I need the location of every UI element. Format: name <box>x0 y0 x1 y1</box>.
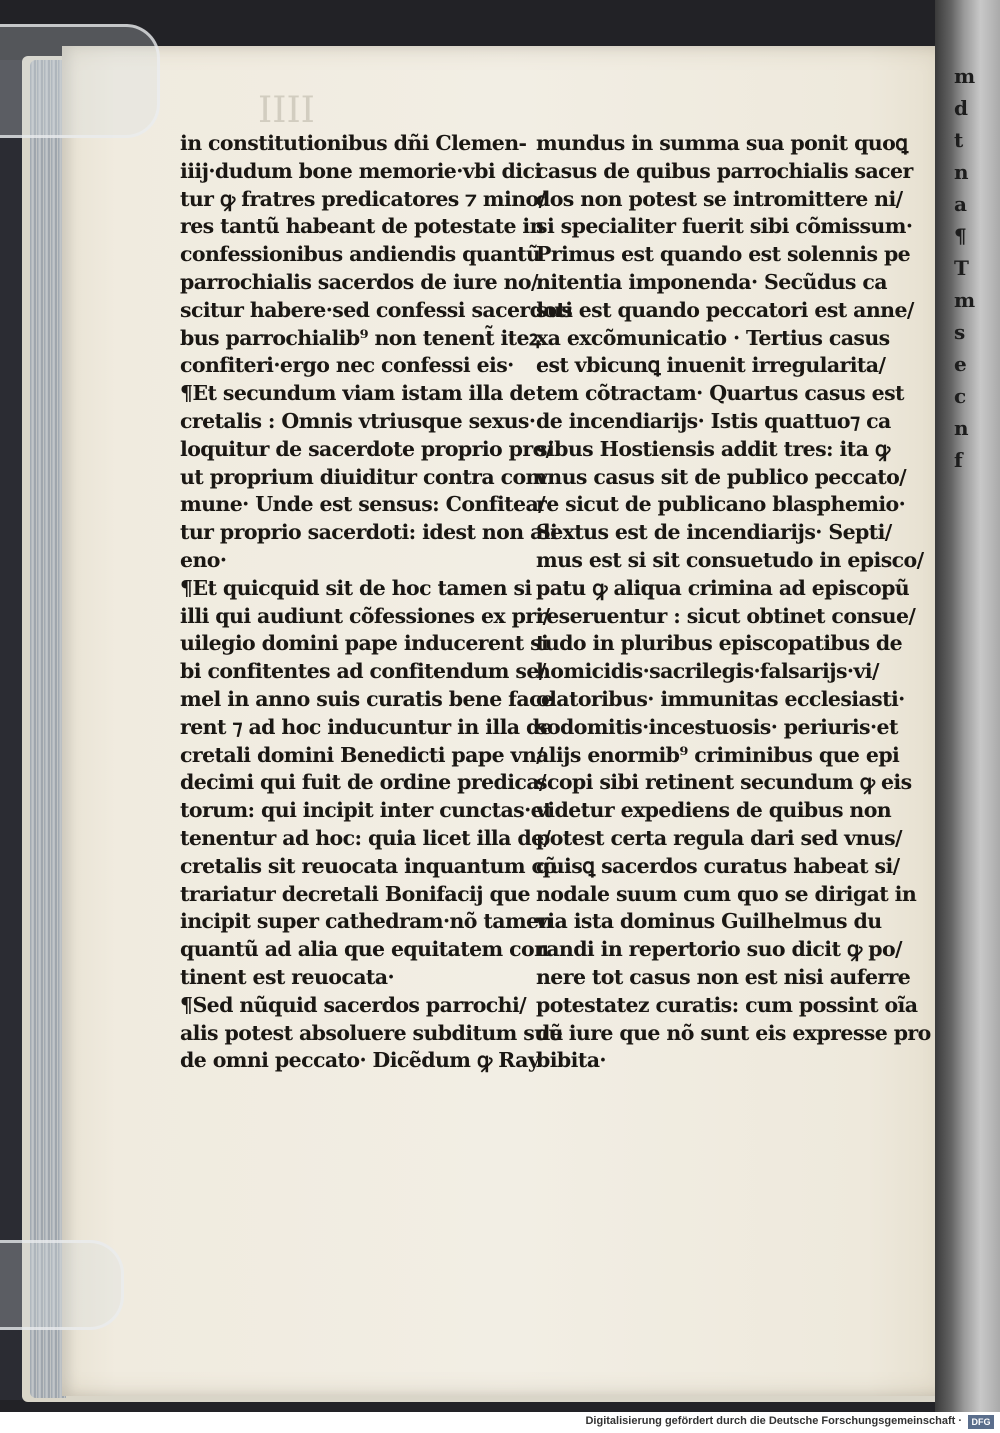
funding-notice: Digitalisierung gefördert durch die Deutsche Forschungsgemeinschaft · <box>585 1415 962 1427</box>
text-line: incipit super cathedram·nõ tamen <box>180 909 553 934</box>
text-line: tur proprio sacerdoti: idest non ali <box>180 520 558 545</box>
text-line: scopi sibi retinent secundum ꝙ eis <box>536 770 912 795</box>
text-line: randi in repertorio suo dicit ꝙ po/ <box>536 937 902 962</box>
page-clip-top <box>0 24 160 138</box>
text-line: dos non potest se intromittere ni/ <box>536 186 903 211</box>
text-line: si specialiter fuerit sibi cõmissum· <box>536 214 913 239</box>
text-line: Primus est quando est solennis pe <box>536 242 911 267</box>
facing-page-letter: e <box>954 352 967 376</box>
page-clip-bottom <box>0 1240 124 1330</box>
text-line: confessionibus andiendis quantũ <box>180 242 541 267</box>
text-column-right <box>536 130 931 1075</box>
text-line: mel in anno suis curatis bene face <box>180 686 554 711</box>
text-line: illi qui audiunt cõfessiones ex pri/ <box>180 603 550 628</box>
text-line: casus de quibus parrochialis sacer <box>536 158 913 183</box>
text-line: tenentur ad hoc: quia licet illa de/ <box>180 825 551 850</box>
text-line: cretalis : Omnis vtriusque sexus· <box>180 408 536 433</box>
text-line: ut proprium diuiditur contra com <box>180 464 547 489</box>
text-line: alis potest absoluere subditum suũ <box>180 1020 563 1045</box>
text-line: potestatez curatis: cum possint oĩa <box>536 992 918 1017</box>
text-line: homicidis·sacrilegis·falsarijs·vi/ <box>536 659 879 684</box>
facing-page-letter: t <box>954 128 964 152</box>
text-line: torum: qui incipit inter cunctas·et <box>180 798 552 823</box>
text-line: in constitutionibus dñi Clemen‑ <box>180 131 527 155</box>
text-line: bus parrochialib⁹ non tenent̃ iteꝝ <box>180 325 541 350</box>
facing-page-letter: d <box>954 96 968 120</box>
text-line: sus est quando peccatori est anne/ <box>536 297 914 322</box>
text-line: patu ꝙ aliqua crimina ad episcopũ <box>536 575 910 600</box>
text-line: tinent est reuocata· <box>180 964 394 989</box>
text-line: sibus Hostiensis addit tres: ita ꝙ <box>536 436 890 461</box>
text-line: scitur habere·sed confessi sacerdoti <box>180 297 573 322</box>
text-line: confiteri·ergo nec confessi eis· <box>180 353 514 378</box>
facing-page-letter: a <box>954 192 967 216</box>
text-line: re sicut de publicano blasphemio· <box>536 492 906 517</box>
text-line: ¶Sed nũquid sacerdos parrochi/ <box>180 992 527 1017</box>
text-line: cretali domini Benedicti pape vn/ <box>180 742 544 767</box>
page-edges <box>30 60 66 1398</box>
facing-page-letter: T <box>954 256 969 280</box>
text-line: sodomitis·incestuosis· periuris·et <box>536 714 898 739</box>
text-line: reseruentur : sicut obtinet consue/ <box>536 603 916 628</box>
text-line: iiij·dudum bone memorie·vbi dici <box>180 158 542 183</box>
text-line: quisꝗ sacerdos curatus habeat si/ <box>536 853 900 878</box>
text-line: mune· Unde est sensus: Confitea/ <box>180 492 546 517</box>
facing-page-letter: c <box>954 384 967 408</box>
text-line: de omni peccato· Dicẽdum ꝙ Ray <box>180 1048 540 1073</box>
text-line: rent ⁊ ad hoc inducuntur in illa de <box>180 714 553 739</box>
facing-page-fragments <box>954 60 1000 1260</box>
text-line: tudo in pluribus episcopatibus de <box>536 631 903 656</box>
facing-page-letter: m <box>954 288 976 312</box>
text-line: est vbicunꝗ inuenit irregularita/ <box>536 353 886 378</box>
text-line: mundus in summa sua ponit quoꝗ <box>536 131 908 155</box>
facing-page-letter: s <box>954 320 966 344</box>
text-line: nere tot casus non est nisi auferre <box>536 964 911 989</box>
text-line: olatoribus· immunitas ecclesiasti· <box>536 686 905 711</box>
text-line: via ista dominus Guilhelmus du <box>536 909 882 934</box>
text-line: decimi qui fuit de ordine predica/ <box>180 770 546 795</box>
text-line: quantũ ad alia que equitatem con <box>180 937 549 962</box>
text-line: parrochialis sacerdos de iure no/ <box>180 269 538 294</box>
text-line: alijs enormib⁹ criminibus que epi <box>536 742 900 767</box>
text-line: cretalis sit reuocata inquantum cõ <box>180 853 557 878</box>
text-line: loquitur de sacerdote proprio pro/ <box>180 436 553 461</box>
text-line: Sextus est de incendiarijs· Septi/ <box>536 520 892 545</box>
funding-footer <box>0 1412 1000 1433</box>
text-line: nodale suum cum quo se dirigat in <box>536 881 917 906</box>
text-line: xa excõmunicatio · Tertius casus <box>536 325 890 350</box>
bleed-through-folio: IIII <box>258 90 315 131</box>
text-line: ¶Et quicquid sit de hoc tamen si <box>180 575 532 600</box>
facing-page-letter: m <box>954 64 976 88</box>
dfg-logo-icon: DFG <box>968 1415 994 1429</box>
text-line: ¶Et secundum viam istam illa de <box>180 381 536 406</box>
facing-page-letter: f <box>954 448 963 472</box>
text-line: bibita· <box>536 1048 606 1073</box>
text-line: de iure que nõ sunt eis expresse pro <box>536 1020 931 1045</box>
text-line: de incendiarijs· Istis quattuo⁊ ca <box>536 408 891 433</box>
text-line: bi confitentes ad confitendum se/ <box>180 659 546 684</box>
text-line: tur ꝙ fratres predicatores ⁊ mino/ <box>180 186 546 211</box>
facing-page-letter: n <box>954 160 969 184</box>
facing-page-letter: ¶ <box>954 224 967 248</box>
text-line: uilegio domini pape inducerent si <box>180 631 549 656</box>
text-line: res tantũ habeant de potestate in <box>180 214 544 239</box>
text-line: videtur expediens de quibus non <box>536 798 892 823</box>
facing-page-letter: n <box>954 416 969 440</box>
text-line: vnus casus sit de publico peccato/ <box>536 464 907 489</box>
text-line: trariatur decretali Bonifacij que <box>180 881 531 906</box>
text-line: mus est si sit consuetudo in episco/ <box>536 547 924 572</box>
text-line: potest certa regula dari sed vnus/ <box>536 825 902 850</box>
text-line: tem cõtractam· Quartus casus est <box>536 381 904 406</box>
text-line: nitentia imponenda· Secũdus ca <box>536 269 887 294</box>
text-line: eno· <box>180 547 227 572</box>
